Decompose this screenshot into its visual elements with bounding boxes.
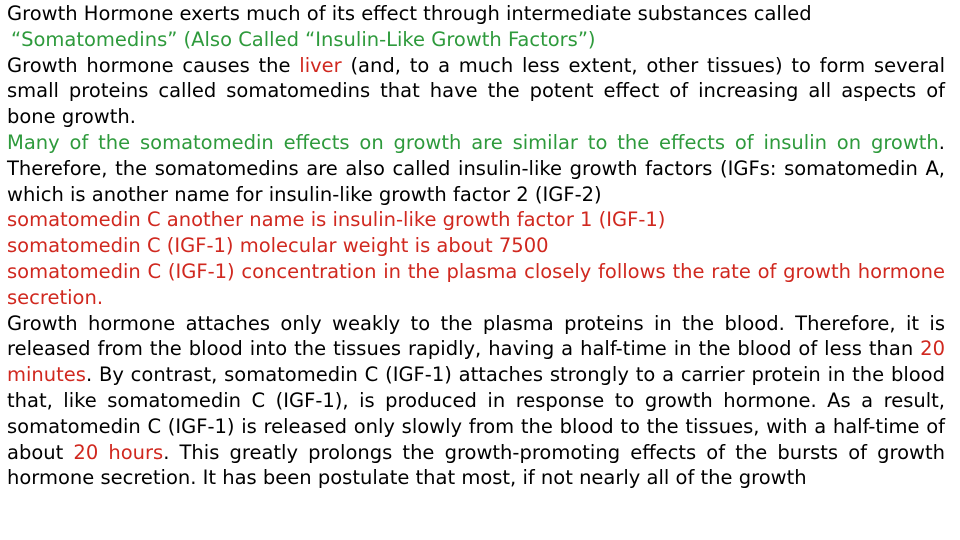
halftime-text-middle: . By contrast, somatomedin C (IGF-1) attaches strongly to a carrier protein in the blood that, like somatomedin C (IGF-1), is produced in response to growth hormone. As a result, somatomedin C (IGF-1) is released only slowly from the blood to the tissues, with a half-time of about [7,363,945,464]
halftime-text-end: . This greatly prolongs the growth-promoting effects of the bursts of growth hormone secretion. It has been postulate that most, if not nearly all of the growth [7,440,946,490]
slide-body-text [7,1,945,491]
insulin-highlight: Many of the somatomedin effects on growth are similar to the effects of insulin on growth [7,130,939,154]
igf1-name-line: somatomedin C another name is insulin-like growth factor 1 (IGF-1) [7,208,666,232]
halftime-20-minutes: 20 minutes [7,337,945,387]
liver-highlight: liver [299,53,342,77]
insulin-paragraph [7,130,945,207]
igf1-concentration-paragraph: somatomedin C (IGF-1) concentration in the plasma closely follows the rate of growth hormone secretion. [7,259,945,309]
igf1-weight-line: somatomedin C (IGF-1) molecular weight is about 7500 [7,234,549,258]
liver-text-start: Growth hormone causes the [7,53,300,77]
intro-line: Growth Hormone exerts much of its effect through intermediate substances called [7,2,812,25]
halftime-paragraph [7,311,945,492]
liver-paragraph [7,53,945,130]
insulin-text-end: . Therefore, the somatomedins are also called insulin-like growth factors (IGFs: somatomedin A, which is another name for insulin-like growth factor 2 (IGF-2) [7,130,945,206]
halftime-20-hours: 20 hours [73,440,164,464]
somatomedins-heading: “Somatomedins” (Also Called “Insulin-Like Growth Factors”) [11,27,596,51]
liver-text-end: (and, to a much less extent, other tissues) to form several small proteins called somatomedins that have the potent effect of increasing all aspects of bone growth. [7,53,945,129]
halftime-text-start: Growth hormone attaches only weakly to the plasma proteins in the blood. Therefore, it is released from the blood into the tissues rapidly, having a half-time in the blood of less than [7,311,945,361]
intro-paragraph [7,1,945,53]
